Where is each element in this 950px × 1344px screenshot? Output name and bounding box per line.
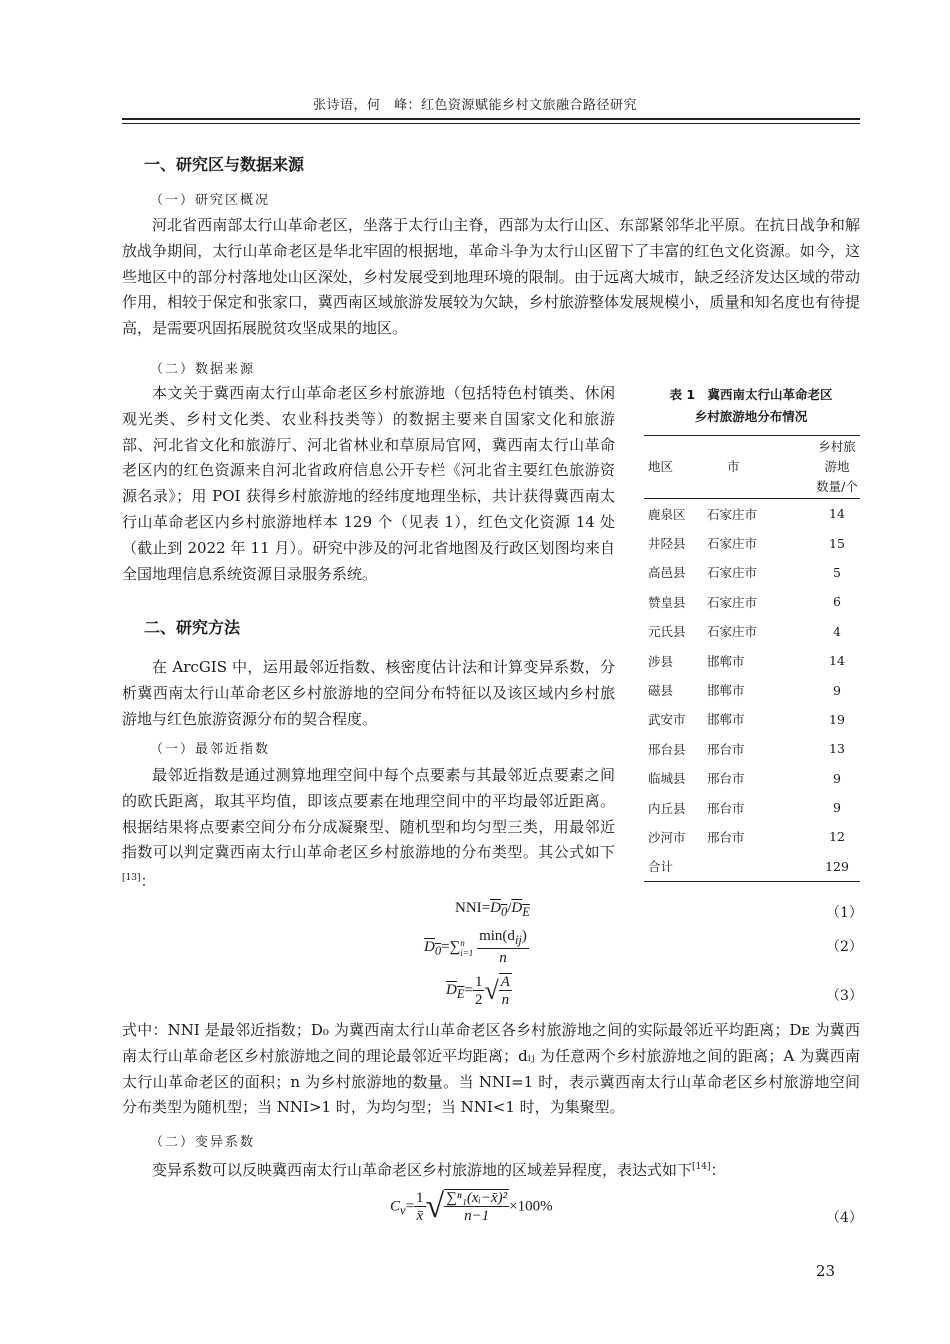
table-row: 临城县 邢台市 9 bbox=[648, 770, 841, 787]
table-row: 高邑县 石家庄市 5 bbox=[648, 564, 841, 581]
section2-para2: 最邻近指数是通过测算地理空间中每个点要素与其最邻近点要素之间的欧氏距离，取其平均值，即该点要素在地理空间中的平均最邻近距离。根据结果将点要素空间分布分成凝聚型、随机型和均匀型三类，用最邻近指数可以判定冀西南太行山革命老区乡村旅游地的分布类型。其公式如下[13]： bbox=[122, 766, 615, 891]
table-row-total: 合计 129 bbox=[644, 852, 860, 882]
table-row: 内丘县 邢台市 9 bbox=[648, 800, 841, 816]
section1-title: 一、研究区与数据来源 bbox=[144, 155, 305, 174]
table-row: 沙河市 邢台市 12 bbox=[648, 829, 845, 845]
equation-3: $D_E=$ $\frac{1}{2}$ √ $\frac{A}{n}$ bbox=[446, 973, 510, 1008]
section1-sub2-title: （二）数据来源 bbox=[150, 362, 256, 377]
equation-1: $NNI=D_0/D_E$ bbox=[455, 900, 530, 919]
section2-para4: 变异系数可以反映冀西南太行山革命老区乡村旅游地的区域差异程度，表达式如下[14]： bbox=[152, 1161, 726, 1179]
section2-sub2-title: （二）变异系数 bbox=[150, 1135, 256, 1150]
table-caption-line1: 表 1 冀西南太行山革命老区 bbox=[669, 387, 833, 402]
table-row: 武安市 邯郸市 19 bbox=[648, 711, 845, 728]
equation-2-number: （2） bbox=[826, 939, 863, 955]
equation-4-number: （4） bbox=[826, 1210, 863, 1226]
table-header-region: 地区 bbox=[644, 436, 707, 499]
section1-sub1-title: （一）研究区概况 bbox=[150, 193, 271, 208]
citation-13: [13] bbox=[122, 873, 141, 884]
page-number: 23 bbox=[816, 1262, 836, 1280]
table-header-city: 市 bbox=[707, 436, 814, 499]
equation-4: $C_v=$ $\frac{1}{x̄}$ √ $\frac{\text{∑ⁿ₁(xᵢ−x̄)²}}{n-1}$ ×100% bbox=[390, 1188, 553, 1225]
table-row: 井陉县 石家庄市 15 bbox=[648, 535, 845, 552]
section2-para1: 在 ArcGIS 中，运用最邻近指数、核密度估计法和计算变异系数，分析冀西南太行山革命老区乡村旅游地的空间分布特征以及该区域内乡村旅游地与红色旅游资源分布的契合程度。 bbox=[122, 658, 615, 728]
section2-title: 二、研究方法 bbox=[144, 618, 241, 637]
equation-1-number: （1） bbox=[826, 905, 863, 921]
table-row: 涉县 邯郸市 14 bbox=[648, 653, 845, 669]
table-caption-line2: 乡村旅游地分布情况 bbox=[694, 409, 808, 424]
table-row: 鹿泉区 石家庄市 14 bbox=[648, 506, 845, 522]
header-rule-thick bbox=[122, 118, 860, 120]
distribution-table bbox=[644, 435, 860, 882]
running-header: 张诗语，何 峰：红色资源赋能乡村文旅融合路径研究 bbox=[312, 98, 637, 113]
section1-para2: 本文关于冀西南太行山革命老区乡村旅游地（包括特色村镇类、休闲观光类、乡村文化类、农业科技类等）的数据主要来自国家文化和旅游部、河北省文化和旅游厅、河北省林业和草原局官网，冀西南太行山革命老区内的红色资源来自河北省政府信息公开专栏《河北省主要红色旅游资源名录》；用 POI 获得乡村旅游地的经纬度地理坐标，共计获得冀西南太行山革命老区内乡村旅游地样本 129 个（见表 1），红色文化资源 14 处（截止到 2022 年 11 月）。研究中涉及的河北省地图及行政区划图均来自全国地理信息系统资源目录服务系统。 bbox=[122, 384, 615, 583]
equation-2: $D_0=\sum$ n i=1 $\frac{\min(d_{ij})}{n}$ bbox=[424, 928, 527, 966]
table-header-count: 乡村旅游地 数量/个 bbox=[814, 436, 860, 499]
section2-sub1-title: （一）最邻近指数 bbox=[150, 742, 271, 757]
citation-14: [14] bbox=[692, 1162, 711, 1172]
section2-para3: 式中：NNI 是最邻近指数；D₀ 为冀西南太行山革命老区各乡村旅游地之间的实际最邻近平均距离；Dᴇ 为冀西南太行山革命老区乡村旅游地之间的理论最邻近平均距离；dᵢⱼ 为任意两个乡村旅游地之间的距离；A 为冀西南太行山革命老区的面积；n 为乡村旅游地的数量。当 NNI=1 时，表示冀西南太行山革命老区乡村旅游地空间分布类型为随机型；当 NNI>1 时，为均匀型；当 NNI<1 时，为集聚型。 bbox=[122, 1021, 860, 1117]
table-row: 磁县 邯郸市 9 bbox=[648, 682, 841, 699]
table-caption bbox=[642, 384, 860, 428]
table-row: 赞皇县 石家庄市 6 bbox=[648, 594, 841, 610]
table-row: 邢台县 邢台市 13 bbox=[648, 741, 845, 757]
equation-3-number: （3） bbox=[826, 988, 863, 1004]
table-row: 元氏县 石家庄市 4 bbox=[648, 623, 841, 640]
section1-para1: 河北省西南部太行山革命老区，坐落于太行山主脊，西部为太行山区、东部紧邻华北平原。在抗日战争和解放战争期间，太行山革命老区是华北牢固的根据地，革命斗争为太行山区留下了丰富的红色文化资源。如今，这些地区中的部分村落地处山区深处，乡村发展受到地理环境的限制。由于远离大城市，缺乏经济发达区域的带动作用，相较于保定和张家口，冀西南区域旅游发展较为欠缺，乡村旅游整体发展规模小，质量和知名度也有待提高，是需要巩固拓展脱贫攻坚成果的地区。 bbox=[122, 216, 860, 338]
header-rule-thin bbox=[122, 123, 860, 124]
